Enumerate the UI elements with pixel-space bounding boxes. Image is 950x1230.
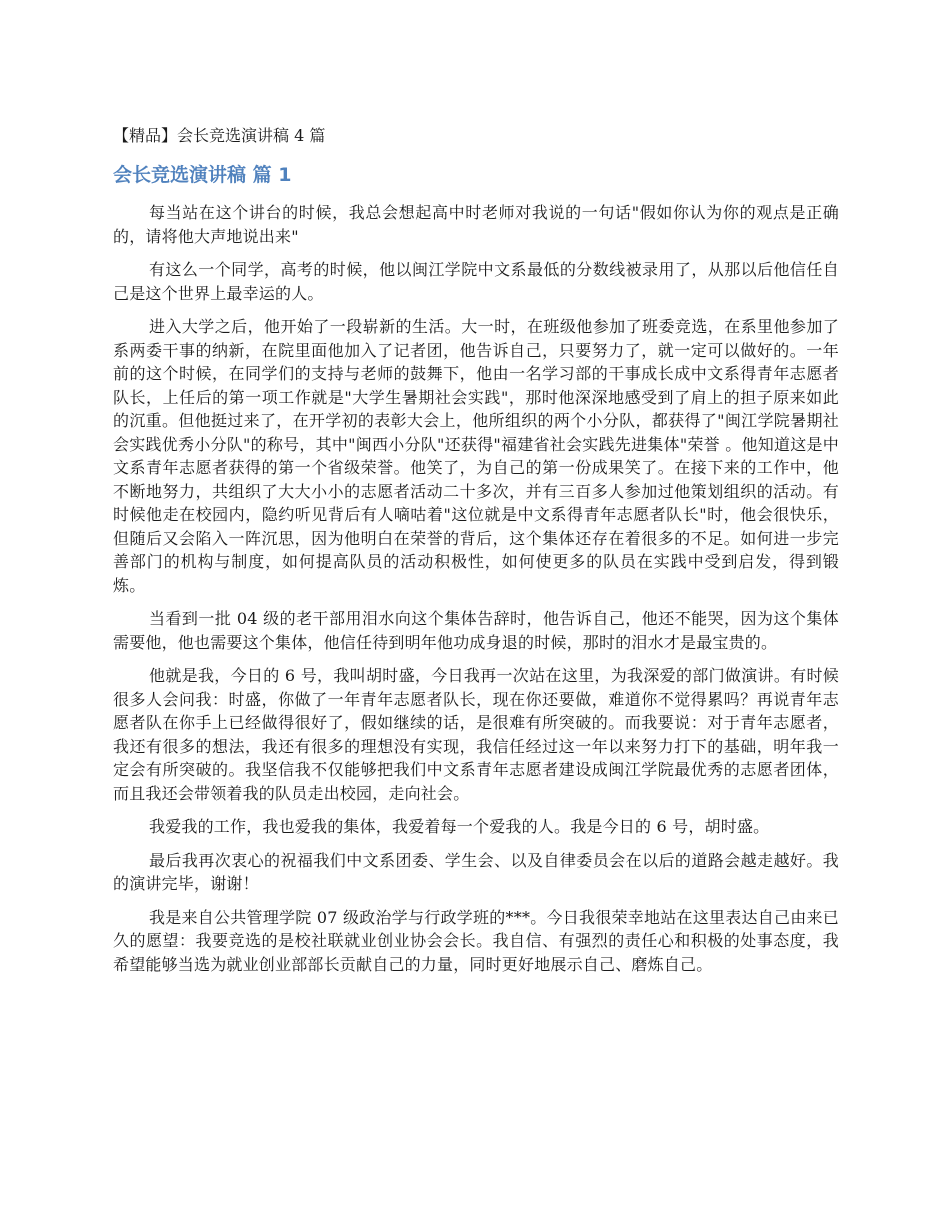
paragraph: 有这么一个同学，高考的时候，他以闽江学院中文系最低的分数线被录用了，从那以后他信任自己是这个世界上最幸运的人。: [113, 260, 839, 303]
document-title: 【精品】会长竞选演讲稿 4 篇: [113, 126, 326, 145]
paragraph: 当看到一批 04 级的老干部用泪水向这个集体告辞时，他告诉自己，他还不能哭，因为这个集体需要他，他也需要这个集体，他信任待到明年他功成身退的时候，那时的泪水才是最宝贵的。: [113, 609, 839, 652]
paragraph: 我是来自公共管理学院 07 级政治学与行政学班的***。今日我很荣幸地站在这里表达自己由来已久的愿望：我要竞选的是校社联就业创业协会会长。我自信、有强烈的责任心和积极的处事态度，我希望能够当选为就业创业部部长贡献自己的力量，同时更好地展示自己、磨炼自己。: [113, 907, 839, 974]
document-page: [113, 124, 839, 986]
section-heading: 会长竞选演讲稿 篇 1: [113, 164, 292, 186]
paragraph: 进入大学之后，他开始了一段崭新的生活。大一时，在班级他参加了班委竞选，在系里他参加了系两委干事的纳新，在院里面他加入了记者团，他告诉自己，只要努力了，就一定可以做好的。一年前的这个时候，在同学们的支持与老师的鼓舞下，他由一名学习部的干事成长成中文系得青年志愿者队长，上任后的第一项工作就是"大学生暑期社会实践"，那时他深深地感受到了肩上的担子原来如此的沉重。但他挺过来了，在开学初的表彰大会上，他所组织的两个小分队，都获得了"闽江学院暑期社会实践优秀小分队"的称号，其中"闽西小分队"还获得"福建省社会实践先进集体"荣誉 。他知道这是中文系青年志愿者获得的第一个省级荣誉。他笑了，为自己的第一份成果笑了。在接下来的工作中，他不断地努力，共组织了大大小小的志愿者活动二十多次，并有三百多人参加过他策划组织的活动。有时候他走在校园内，隐约听见背后有人嘀咕着"这位就是中文系得青年志愿者队长"时，他会很快乐，但随后又会陷入一阵沉思，因为他明白在荣誉的背后，这个集体还存在着很多的不足。如何进一步完善部门的机构与制度，如何提高队员的活动积极性，如何使更多的队员在实践中受到启发，得到锻炼。: [113, 317, 839, 595]
paragraph: 最后我再次衷心的祝福我们中文系团委、学生会、以及自律委员会在以后的道路会越走越好。我的演讲完毕，谢谢！: [113, 850, 839, 893]
paragraph: 他就是我，今日的 6 号，我叫胡时盛，今日我再一次站在这里，为我深爱的部门做演讲。有时候很多人会问我：时盛，你做了一年青年志愿者队长，现在你还要做，难道你不觉得累吗？再说青年志愿者队在你手上已经做得很好了，假如继续的话，是很难有所突破的。而我要说：对于青年志愿者，我还有很多的想法，我还有很多的理想没有实现，我信任经过这一年以来努力打下的基础，明年我一定会有所突破的。我坚信我不仅能够把我们中文系青年志愿者建设成闽江学院最优秀的志愿者团体，而且我还会带领着我的队员走出校园，走向社会。: [113, 666, 839, 803]
paragraph: 我爱我的工作，我也爱我的集体，我爱着每一个爱我的人。我是今日的 6 号，胡时盛。: [149, 817, 770, 836]
paragraph: 每当站在这个讲台的时候，我总会想起高中时老师对我说的一句话"假如你认为你的观点是正确的，请将他大声地说出来": [113, 203, 839, 246]
